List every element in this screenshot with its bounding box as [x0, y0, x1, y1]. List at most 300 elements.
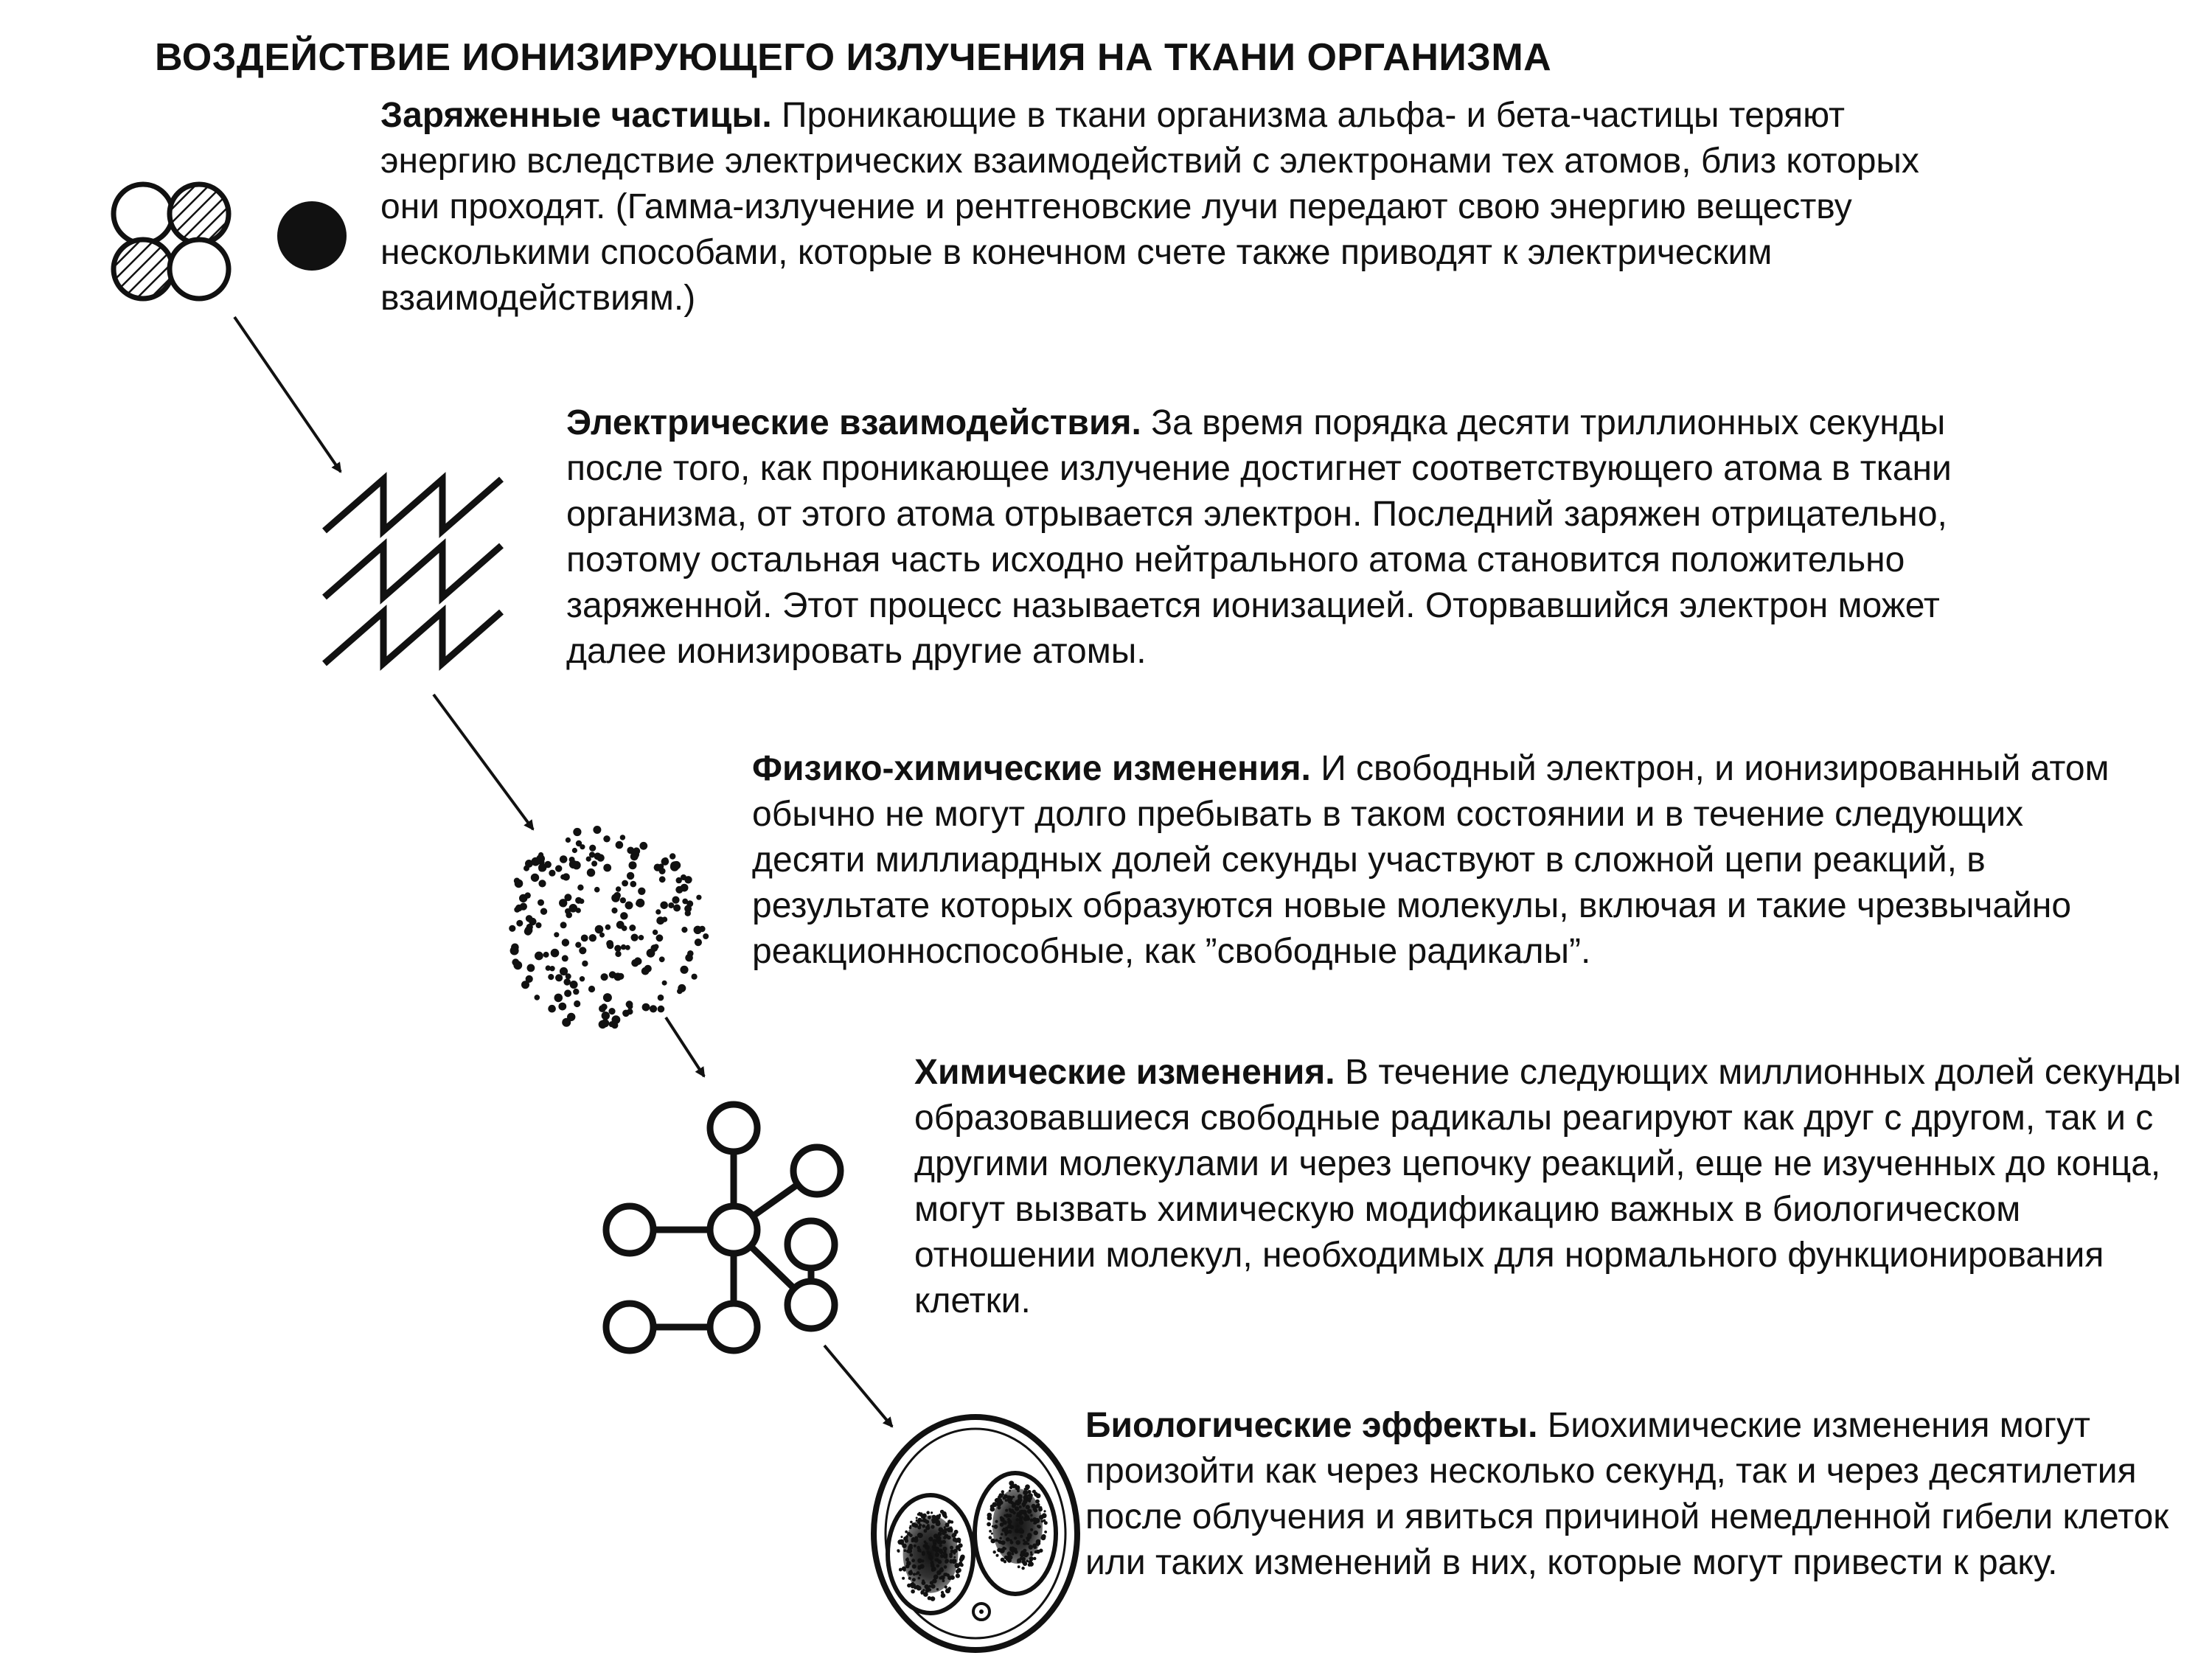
stage-heading: Физико-химические изменения. — [752, 749, 1311, 788]
flow-arrow — [666, 1017, 704, 1076]
cloud-dot — [509, 925, 515, 932]
nucleus-speck — [1015, 1506, 1019, 1511]
nucleus-speck — [1016, 1518, 1019, 1521]
cloud-dot — [560, 922, 567, 928]
cloud-dot — [622, 925, 627, 931]
nucleus-speck — [936, 1588, 939, 1590]
nucleus-speck — [992, 1525, 994, 1528]
nucleus-speck — [914, 1538, 919, 1543]
nucleus-speck — [950, 1520, 953, 1523]
nucleus-speck — [948, 1587, 952, 1590]
cloud-dot — [555, 865, 562, 871]
cloud-dot — [562, 955, 568, 961]
nucleus-speck — [908, 1577, 911, 1580]
cloud-dot — [603, 993, 612, 1002]
cloud-dot — [538, 863, 546, 871]
cloud-dot — [620, 912, 627, 919]
nucleus-speck — [1032, 1491, 1034, 1493]
cloud-dot — [695, 939, 702, 946]
cloud-dot — [588, 986, 595, 992]
cloud-dot — [656, 934, 664, 941]
nucleus-speck — [927, 1524, 930, 1527]
nucleus-speck — [1044, 1521, 1048, 1525]
nucleus-speck — [899, 1568, 902, 1572]
stage-heading: Заряженные частицы. — [380, 96, 772, 135]
cloud-dot — [614, 945, 621, 952]
cloud-dot — [633, 847, 640, 854]
nucleus-speck — [955, 1563, 960, 1568]
nucleus-speck — [939, 1550, 943, 1554]
nucleus-speck — [1008, 1514, 1012, 1517]
nucleus-speck — [917, 1548, 921, 1552]
nucleus-speck — [989, 1530, 992, 1533]
nucleus-speck — [1023, 1496, 1025, 1498]
nucleus-speck — [1005, 1509, 1008, 1512]
nucleus-speck — [1025, 1552, 1029, 1556]
stage-description: И свободный электрон, и ионизированный атом обычно не могут долго пребывать в таком состоянии и в течение следующих десяти миллиардных долей секунды участвуют в сложной цепи реакций, в результате которых образуются новые молекулы, включая и такие чрезвычайно реакционноспособные, как ”свободные радикалы”. — [752, 749, 2110, 971]
nucleus-speck — [990, 1539, 995, 1544]
cloud-dot — [535, 952, 543, 961]
nucleus-speck — [1044, 1531, 1047, 1533]
nucleus-speck — [987, 1522, 991, 1527]
stage-biological-effects — [1085, 1403, 2206, 1586]
cloud-dot — [653, 930, 658, 935]
molecule-atom — [606, 1206, 653, 1253]
nucleus-speck — [1030, 1553, 1033, 1556]
nucleus-speck — [1035, 1500, 1040, 1504]
zigzag-line — [324, 612, 501, 664]
nucleus-speck — [1029, 1556, 1034, 1561]
nucleus-speck — [905, 1539, 908, 1542]
nucleus-speck — [1026, 1517, 1030, 1521]
nucleus-speck — [1020, 1553, 1024, 1557]
cloud-dot — [655, 909, 661, 914]
alpha-neutron-circle — [114, 240, 173, 299]
nucleus-speck — [995, 1539, 998, 1542]
nucleus-speck — [1001, 1533, 1004, 1536]
nucleus-speck — [1027, 1533, 1032, 1538]
nucleus-speck — [912, 1578, 916, 1581]
nucleus-speck — [1027, 1497, 1030, 1500]
cloud-dot — [650, 1005, 657, 1012]
cloud-dot — [548, 1005, 556, 1013]
nucleus-speck — [928, 1585, 931, 1588]
nucleus-speck — [1009, 1508, 1012, 1511]
cloud-dot — [611, 894, 620, 902]
cloud-dot — [682, 899, 688, 905]
nucleus-speck — [1004, 1528, 1008, 1533]
cloud-dot — [644, 965, 652, 972]
cloud-dot — [591, 860, 597, 866]
nucleus-speck — [932, 1578, 936, 1583]
alpha-proton-circle — [114, 184, 173, 243]
cloud-dot — [531, 874, 539, 882]
molecule-atom — [787, 1221, 835, 1268]
cloud-dot — [546, 965, 551, 970]
nucleus-speck — [1007, 1518, 1010, 1521]
nucleus-speck — [919, 1512, 921, 1514]
nucleus-speck — [959, 1548, 961, 1551]
cloud-dot — [573, 989, 579, 995]
nucleus-speck — [944, 1528, 946, 1531]
cloud-dot — [573, 828, 581, 836]
cloud-dot — [626, 902, 633, 908]
nucleus-speck — [956, 1538, 961, 1543]
nucleus-speck — [1029, 1500, 1031, 1503]
cloud-dot — [606, 940, 613, 947]
cloud-dot — [626, 1000, 633, 1008]
nucleus-speck — [1036, 1504, 1040, 1508]
cloud-dot — [580, 976, 585, 981]
nucleus-speck — [897, 1539, 902, 1545]
nucleus-speck — [1041, 1520, 1044, 1523]
cloud-dot — [668, 902, 674, 908]
nucleus-speck — [1011, 1501, 1015, 1505]
nucleus-speck — [919, 1574, 921, 1576]
stage-physicochemical-changes — [752, 746, 2131, 975]
cloud-dot — [620, 835, 625, 840]
cloud-dot — [605, 925, 611, 930]
nucleus-speck — [1026, 1505, 1030, 1509]
nucleus-speck — [1003, 1520, 1007, 1525]
nucleus-speck — [1018, 1565, 1020, 1568]
nucleus-speck — [1001, 1541, 1004, 1545]
nucleus-speck — [945, 1586, 947, 1589]
nucleus-speck — [946, 1522, 949, 1525]
nucleus-speck — [933, 1575, 939, 1580]
nucleus-speck — [916, 1519, 918, 1522]
cloud-dot — [516, 920, 523, 927]
nucleus-speck — [918, 1577, 921, 1580]
cloud-dot — [636, 901, 641, 907]
nucleus-speck — [943, 1536, 947, 1539]
nucleus-speck — [1022, 1561, 1025, 1564]
alpha-neutron-circle — [170, 184, 229, 243]
nucleus-speck — [999, 1499, 1003, 1503]
nucleus-speck — [910, 1570, 912, 1572]
nucleus-speck — [954, 1530, 959, 1534]
zigzag-line — [324, 479, 501, 531]
nucleus-speck — [1033, 1508, 1036, 1511]
nucleus-speck — [949, 1553, 953, 1556]
nucleus-speck — [904, 1549, 907, 1552]
nucleus-speck — [932, 1547, 936, 1551]
nucleus-speck — [938, 1514, 942, 1518]
nucleus-speck — [930, 1559, 932, 1561]
nucleus-speck — [1020, 1512, 1022, 1514]
cloud-dot — [555, 974, 563, 981]
nucleus-speck — [991, 1533, 993, 1535]
cloud-dot — [543, 952, 549, 958]
cloud-dot — [669, 853, 675, 859]
nucleus-speck — [920, 1592, 923, 1595]
nucleus-speck — [960, 1555, 964, 1559]
nucleus-speck — [926, 1550, 929, 1553]
cloud-dot — [639, 935, 644, 940]
stage-heading: Биологические эффекты. — [1085, 1406, 1538, 1445]
cloud-dot — [527, 964, 535, 972]
cloud-dot — [670, 863, 679, 871]
nucleus-speck — [936, 1564, 940, 1568]
stage-description: Проникающие в ткани организма альфа- и бета-частицы теряют энергию вследствие электрических взаимодействий с электронами тех атомов, близ которых они проходят. (Гамма-излучение и рентгеновские лучи передают свою энергию веществу несколькими способами, которые в конечном счете также приводят к электрическим взаимодействиям.) — [380, 96, 1919, 318]
stage-description: В течение следующих миллионных долей секунды образовавшиеся свободные радикалы реагируют как друг с другом, так и с другими молекулами и через цепочку реакций, еще не изученных до конца, могут вызвать химическую модификацию важных в биологическом отношении молекул, необходимых для нормального функционирования клетки. — [914, 1053, 2182, 1320]
nucleus-speck — [918, 1533, 923, 1538]
cloud-dot — [526, 924, 533, 930]
nucleus-speck — [1042, 1513, 1046, 1517]
nucleus-speck — [1034, 1550, 1037, 1553]
nucleus-speck — [919, 1523, 922, 1526]
nucleus-speck — [1009, 1539, 1012, 1542]
cloud-dot — [572, 848, 577, 853]
cloud-dot — [658, 995, 664, 1001]
nucleus-speck — [942, 1579, 945, 1582]
cloud-dot — [656, 916, 664, 925]
cloud-dot — [681, 884, 689, 892]
cloud-dot — [514, 907, 520, 913]
nucleus-speck — [911, 1590, 915, 1594]
cloud-dot — [558, 1003, 566, 1011]
nucleus-speck — [925, 1542, 928, 1546]
small-vesicle-center — [979, 1609, 984, 1614]
nucleus-speck — [943, 1554, 947, 1559]
nucleus-speck — [1014, 1548, 1018, 1552]
cloud-dot — [579, 899, 584, 904]
nucleus-speck — [1006, 1495, 1011, 1500]
cloud-dot — [658, 864, 664, 870]
nucleus-speck — [1019, 1520, 1023, 1525]
nucleus-speck — [1041, 1535, 1046, 1540]
cloud-dot — [659, 876, 666, 882]
nucleus-speck — [1007, 1525, 1011, 1528]
cloud-dot — [673, 905, 681, 912]
cloud-dot — [563, 873, 570, 880]
nucleus-speck — [906, 1561, 911, 1566]
cloud-dot — [685, 911, 691, 916]
nucleus-speck — [1004, 1514, 1006, 1517]
cloud-dot — [601, 973, 608, 981]
nucleus-speck — [1009, 1489, 1011, 1491]
cloud-dot — [587, 868, 595, 877]
cloud-dot — [526, 915, 533, 922]
nucleus-speck — [1030, 1514, 1032, 1517]
nucleus-speck — [956, 1570, 960, 1574]
nucleus-speck — [950, 1576, 955, 1580]
nucleus-speck — [922, 1553, 925, 1556]
nucleus-speck — [911, 1539, 914, 1542]
nucleus-speck — [1014, 1484, 1017, 1487]
cloud-dot — [629, 925, 636, 931]
cloud-dot — [525, 892, 531, 898]
nucleus-speck — [990, 1505, 994, 1508]
nucleus-speck — [903, 1568, 906, 1571]
nucleus-speck — [989, 1536, 992, 1539]
nucleus-speck — [910, 1521, 913, 1524]
stage-chemical-changes — [914, 1050, 2183, 1324]
molecule-atom — [710, 1303, 757, 1351]
stage-charged-particles — [380, 93, 1958, 321]
cloud-dot — [647, 949, 655, 958]
nucleus-speck — [914, 1523, 918, 1528]
page-title: ВОЗДЕЙСТВИЕ ИОНИЗИРУЮЩЕГО ИЗЛУЧЕНИЯ НА ТКАНИ ОРГАНИЗМА — [155, 36, 1552, 79]
nucleus-speck — [905, 1531, 908, 1533]
cloud-dot — [678, 984, 686, 992]
nucleus-speck — [1023, 1549, 1026, 1553]
cloud-dot — [566, 838, 571, 843]
cloud-dot — [562, 939, 569, 946]
cloud-dot — [577, 885, 583, 891]
cloud-dot — [599, 933, 605, 938]
cloud-dot — [681, 927, 687, 933]
cloud-dot — [658, 1006, 665, 1013]
nucleus-speck — [1004, 1556, 1008, 1559]
dot-cloud-icon — [509, 826, 709, 1028]
nucleus-speck — [908, 1548, 910, 1550]
nucleus-speck — [908, 1533, 910, 1535]
cloud-dot — [696, 895, 701, 900]
cloud-dot — [620, 897, 626, 903]
cloud-dot — [576, 908, 581, 913]
cloud-dot — [521, 981, 529, 989]
nucleus-speck — [995, 1520, 998, 1523]
cloud-dot — [554, 932, 559, 937]
nucleus-speck — [916, 1573, 918, 1575]
nucleus-speck — [1023, 1539, 1026, 1542]
nucleus-speck — [1023, 1490, 1028, 1495]
nucleus-speck — [939, 1544, 942, 1547]
nucleus-speck — [945, 1573, 947, 1575]
cloud-dot — [642, 1003, 650, 1012]
molecule-atom — [787, 1281, 835, 1329]
cloud-dot — [662, 981, 667, 986]
nucleus-speck — [902, 1577, 905, 1580]
cloud-dot — [538, 899, 544, 906]
nucleus-speck — [916, 1517, 918, 1519]
cloud-dot — [565, 908, 571, 914]
nucleus-speck — [1037, 1542, 1041, 1545]
lightning-zigzag-icon — [324, 479, 501, 664]
cloud-dot — [569, 857, 575, 863]
cloud-dot — [608, 1008, 615, 1014]
cloud-dot — [611, 908, 617, 913]
cloud-dot — [663, 857, 669, 863]
nucleus-speck — [1014, 1536, 1017, 1539]
nucleus-speck — [932, 1539, 937, 1544]
nucleus-speck — [997, 1506, 1001, 1510]
nucleus-speck — [926, 1511, 930, 1514]
cloud-dot — [627, 872, 634, 880]
nucleus-speck — [1020, 1535, 1023, 1538]
nucleus-speck — [918, 1565, 921, 1568]
molecule-atom — [793, 1147, 841, 1194]
nucleus-speck — [922, 1519, 925, 1522]
molecule-network-icon — [606, 1104, 841, 1351]
cloud-dot — [622, 880, 628, 887]
cloud-dot — [564, 894, 571, 901]
cloud-dot — [660, 902, 668, 910]
cloud-dot — [574, 1000, 580, 1007]
stage-description: Биохимические изменения могут произойти как через несколько секунд, так и через десятилетия после облучения и явиться причиной немедленной гибели клеток или таких изменений в них, которые могут привести к раку. — [1085, 1406, 2169, 1582]
cloud-dot — [514, 878, 520, 884]
cloud-dot — [681, 874, 686, 880]
cloud-dot — [589, 845, 596, 852]
cloud-dot — [536, 922, 542, 928]
nucleus-speck — [1034, 1518, 1040, 1523]
nucleus-speck — [928, 1596, 931, 1600]
nucleus-speck — [944, 1565, 947, 1569]
nucleus-speck — [1034, 1531, 1038, 1535]
nucleus-speck — [937, 1540, 941, 1544]
cloud-dot — [694, 926, 702, 934]
nucleus-speck — [907, 1584, 911, 1588]
cloud-dot — [630, 881, 637, 888]
cloud-dot — [560, 855, 568, 863]
zigzag-line — [324, 546, 501, 597]
nucleus-speck — [933, 1533, 939, 1539]
nucleus-speck — [1019, 1505, 1022, 1508]
cloud-dot — [603, 864, 611, 872]
cloud-dot — [703, 933, 709, 939]
molecule-atom — [710, 1104, 757, 1152]
nucleus-speck — [928, 1516, 931, 1519]
cloud-dot — [631, 934, 639, 941]
nucleus-speck — [999, 1537, 1002, 1540]
cloud-dot — [576, 840, 582, 846]
nucleus-speck — [1028, 1563, 1032, 1567]
flow-arrow — [824, 1345, 892, 1427]
cloud-dot — [629, 861, 637, 869]
nucleus-speck — [953, 1556, 956, 1559]
nucleus-speck — [922, 1589, 925, 1591]
nucleus-speck — [1021, 1516, 1023, 1518]
nucleus-speck — [1006, 1537, 1010, 1542]
nucleus-speck — [953, 1559, 956, 1562]
molecule-atom — [606, 1303, 653, 1351]
nucleus-speck — [1008, 1555, 1012, 1559]
cloud-dot — [567, 1013, 575, 1021]
nucleus-speck — [931, 1511, 933, 1514]
nucleus-speck — [1000, 1517, 1003, 1519]
nucleus-speck — [902, 1544, 905, 1546]
nucleus-speck — [914, 1586, 917, 1590]
cloud-dot — [538, 880, 546, 887]
nucleus-speck — [945, 1560, 948, 1564]
cloud-dot — [599, 1005, 606, 1012]
stage-heading: Электрические взаимодействия. — [566, 403, 1141, 442]
nucleus-speck — [1027, 1490, 1031, 1494]
nucleus-speck — [923, 1592, 928, 1597]
cloud-dot — [612, 1015, 621, 1024]
cloud-dot — [551, 949, 560, 958]
nucleus-speck — [1039, 1549, 1043, 1553]
nucleus-speck — [944, 1515, 947, 1519]
nucleus-speck — [1030, 1528, 1033, 1531]
cloud-dot — [599, 1020, 607, 1028]
nucleus-speck — [917, 1521, 921, 1525]
nucleus-speck — [987, 1516, 992, 1521]
nucleus-speck — [931, 1563, 935, 1567]
nucleus-speck — [1027, 1542, 1029, 1545]
cloud-dot — [680, 966, 688, 974]
cloud-dot — [566, 973, 571, 979]
molecule-atom — [710, 1206, 757, 1253]
nucleus-speck — [914, 1545, 917, 1548]
cloud-dot — [548, 974, 554, 980]
nucleus-speck — [1016, 1540, 1020, 1545]
nucleus-speck — [1012, 1496, 1015, 1498]
cloud-dot — [653, 944, 658, 949]
nucleus-speck — [937, 1559, 941, 1563]
cloud-dot — [582, 961, 588, 967]
